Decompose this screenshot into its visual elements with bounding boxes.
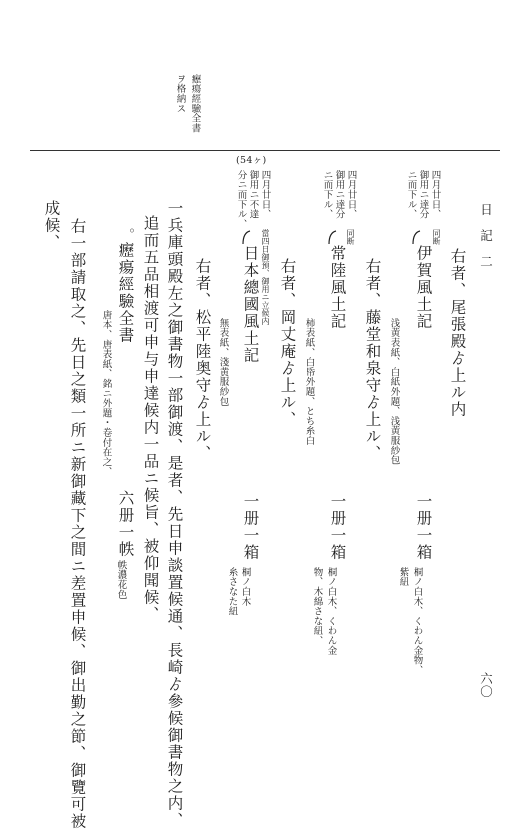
book-title: 癧瘍經驗全書 [116,242,135,344]
header-rule [30,150,500,151]
box-note: 桐ノ白木、くわん金 [325,567,337,656]
binding-note: 柿表紙、白帋外題、とち糸白 [303,318,315,446]
entry-line: 右者、藤堂和泉守ゟ上ル、 [363,258,382,462]
entry-line: 右一部請取之、先日之類一所ニ新御藏下之間ニ差置申候、御出勤之節、御覽可被 [68,218,87,830]
margin-note-title: 癧瘍經驗全書 [189,74,201,133]
entry-line: 右者、岡丈庵ゟ上ル、 [278,258,297,428]
quantity-text: 一册一箱 [414,493,433,561]
binding-note: 浅黄表紙、白紙外題、浅黄服紗包 [388,318,400,465]
book-title: 日本總國風土記 [241,245,260,364]
case-note: 帙濃花色 [115,560,127,600]
box-note: 桐ノ白木 [239,567,251,607]
bracket-3 [242,230,251,245]
binding-note: 無表紙、淺黄服紗包 [217,318,229,407]
bracket-1 [412,230,421,245]
entry-line: 右者、尾張殿ゟ上ル内 [448,248,467,418]
bracket-2 [328,230,337,245]
entry-line: 右者、松平陸奥守ゟ上ル、 [193,258,212,462]
book-title: 伊賀風土記 [414,245,433,330]
box-note: 物、木綿さな紐、 [311,567,323,646]
same-note: 同断 [432,229,441,245]
folio-mark: (54ヶ) [236,155,267,166]
circle-mark: 。 [120,228,136,241]
return-note: 當四日御預、御用ニ立候内 [261,229,270,325]
box-note: 紫紐 [397,567,409,587]
entry-line: 成候、 [42,200,61,251]
margin-note-text: ヲ格納ス [174,74,186,114]
page-number: 六〇 [478,672,494,698]
running-title: 日 記 二 [478,203,494,268]
entry-line: 一兵庫頭殿左之御書物一部御渡、是者、先日申談置候通、長崎ゟ參候御書物之内、 [165,200,184,829]
book-title: 常陸風土記 [328,245,347,330]
box-note: 糸さなた紐 [226,567,238,616]
same-note: 同断 [346,229,355,245]
binding-note: 唐本、唐表紙、銘ニ外題・卷付在之、 [100,310,112,477]
quantity-text: 一册一箱 [328,493,347,561]
quantity-text: 一册一箱 [241,493,260,561]
box-note: 桐ノ白木、くわん金物、 [411,567,423,675]
entry-line: 追而五品相渡可申与申達候内一品ニ候旨、被仰聞候、 [141,215,160,623]
quantity-text: 六册一帙 [116,490,135,558]
